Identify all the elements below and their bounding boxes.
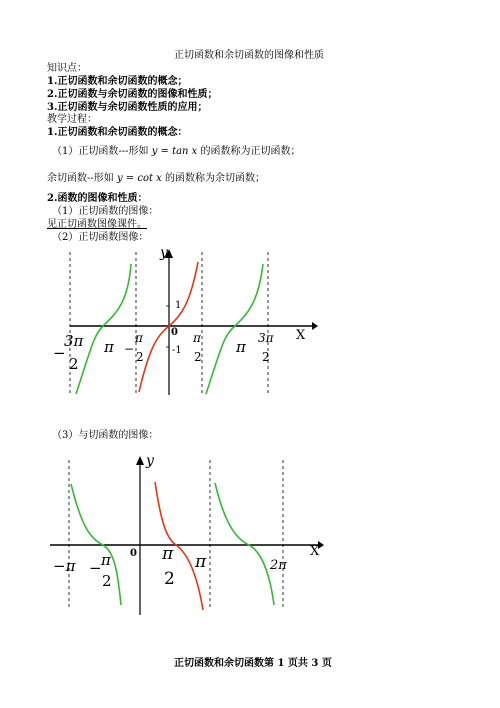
cot-y-label: y	[146, 453, 154, 469]
tan-neg-3pi-den: 2	[69, 355, 79, 373]
cot-formula: y = cot x	[116, 173, 162, 184]
process-item-1: 1.正切函数和余切函数的概念：	[47, 127, 188, 138]
x-axis-arrow	[312, 322, 318, 330]
cot-label-origin: 0	[130, 548, 137, 559]
tan-neg-pi: π	[104, 338, 114, 356]
tan-label-minus-one: -1	[172, 345, 182, 356]
tan-formula: y = tan x	[151, 146, 198, 157]
cot-pi2-num: π	[162, 544, 174, 564]
tan-branch-left	[76, 264, 131, 394]
y-axis-arrow	[136, 456, 144, 465]
cot-def-prefix: 余切函数--形如	[47, 173, 114, 184]
tan-neg-pi2-sign: −	[124, 342, 135, 356]
tan-def-suffix: 的函数称为正切函数；	[200, 146, 301, 157]
cot-pi2-den: 2	[164, 569, 175, 589]
knowledge-item-2: 2.正切函数与余切函数的图像和性质；	[47, 89, 218, 100]
tan-label-one: 1	[175, 300, 182, 311]
cot-def-suffix: 的函数称为余切函数；	[164, 173, 265, 184]
cot-x-label: X	[310, 544, 320, 559]
tan-x-label: X	[296, 328, 306, 343]
section-3-heading: （3）与切函数的图像：	[52, 430, 159, 441]
tan-pi2-den: 2	[194, 350, 202, 364]
knowledge-item-3: 3.正切函数与余切函数性质的应用；	[47, 102, 208, 113]
tan-label-origin: 0	[171, 327, 178, 338]
section-2-2: （2）正切函数图像：	[52, 232, 149, 243]
cot-neg-pi2-num: π	[101, 551, 111, 569]
tan-branch-right	[206, 264, 263, 394]
section-2-heading: 2.函数的图像和性质：	[47, 193, 148, 204]
tan-y-label: y	[160, 245, 168, 261]
cot-branch-right	[215, 483, 274, 605]
cot-neg-pi: −π	[53, 557, 76, 575]
cot-neg-pi2-sign: −	[89, 559, 102, 577]
section-2-1: （1）正切函数的图像：	[52, 206, 159, 217]
tan-neg-3pi-num: 3π	[64, 332, 84, 350]
page-footer: 正切函数和余切函数第 1 页共 3 页	[174, 658, 332, 669]
tan-neg-3pi2-sign: −	[53, 344, 66, 362]
tan-neg-pi2-num: π	[135, 331, 143, 345]
tan-3pi2-num: 3π	[258, 331, 274, 345]
knowledge-item-1: 1.正切函数和余切函数的概念；	[47, 76, 188, 87]
cot-two-pi: 2π	[270, 558, 287, 573]
tan-pos-pi: π	[236, 338, 246, 356]
section-2-see: 见正切函数图像课件。	[47, 219, 147, 230]
page-title: 正切函数和余切函数的图像和性质	[174, 50, 324, 61]
process-heading: 教学过程：	[47, 114, 97, 125]
tan-pi2-num: π	[193, 331, 201, 345]
cot-neg-pi2-den: 2	[102, 572, 112, 590]
tan-neg-pi2-den: 2	[136, 350, 144, 364]
cot-pi: π	[195, 552, 207, 572]
tan-def-prefix: （1）正切函数---形如	[52, 146, 149, 157]
tan-3pi2-den: 2	[262, 350, 270, 364]
knowledge-heading: 知识点：	[47, 63, 87, 74]
